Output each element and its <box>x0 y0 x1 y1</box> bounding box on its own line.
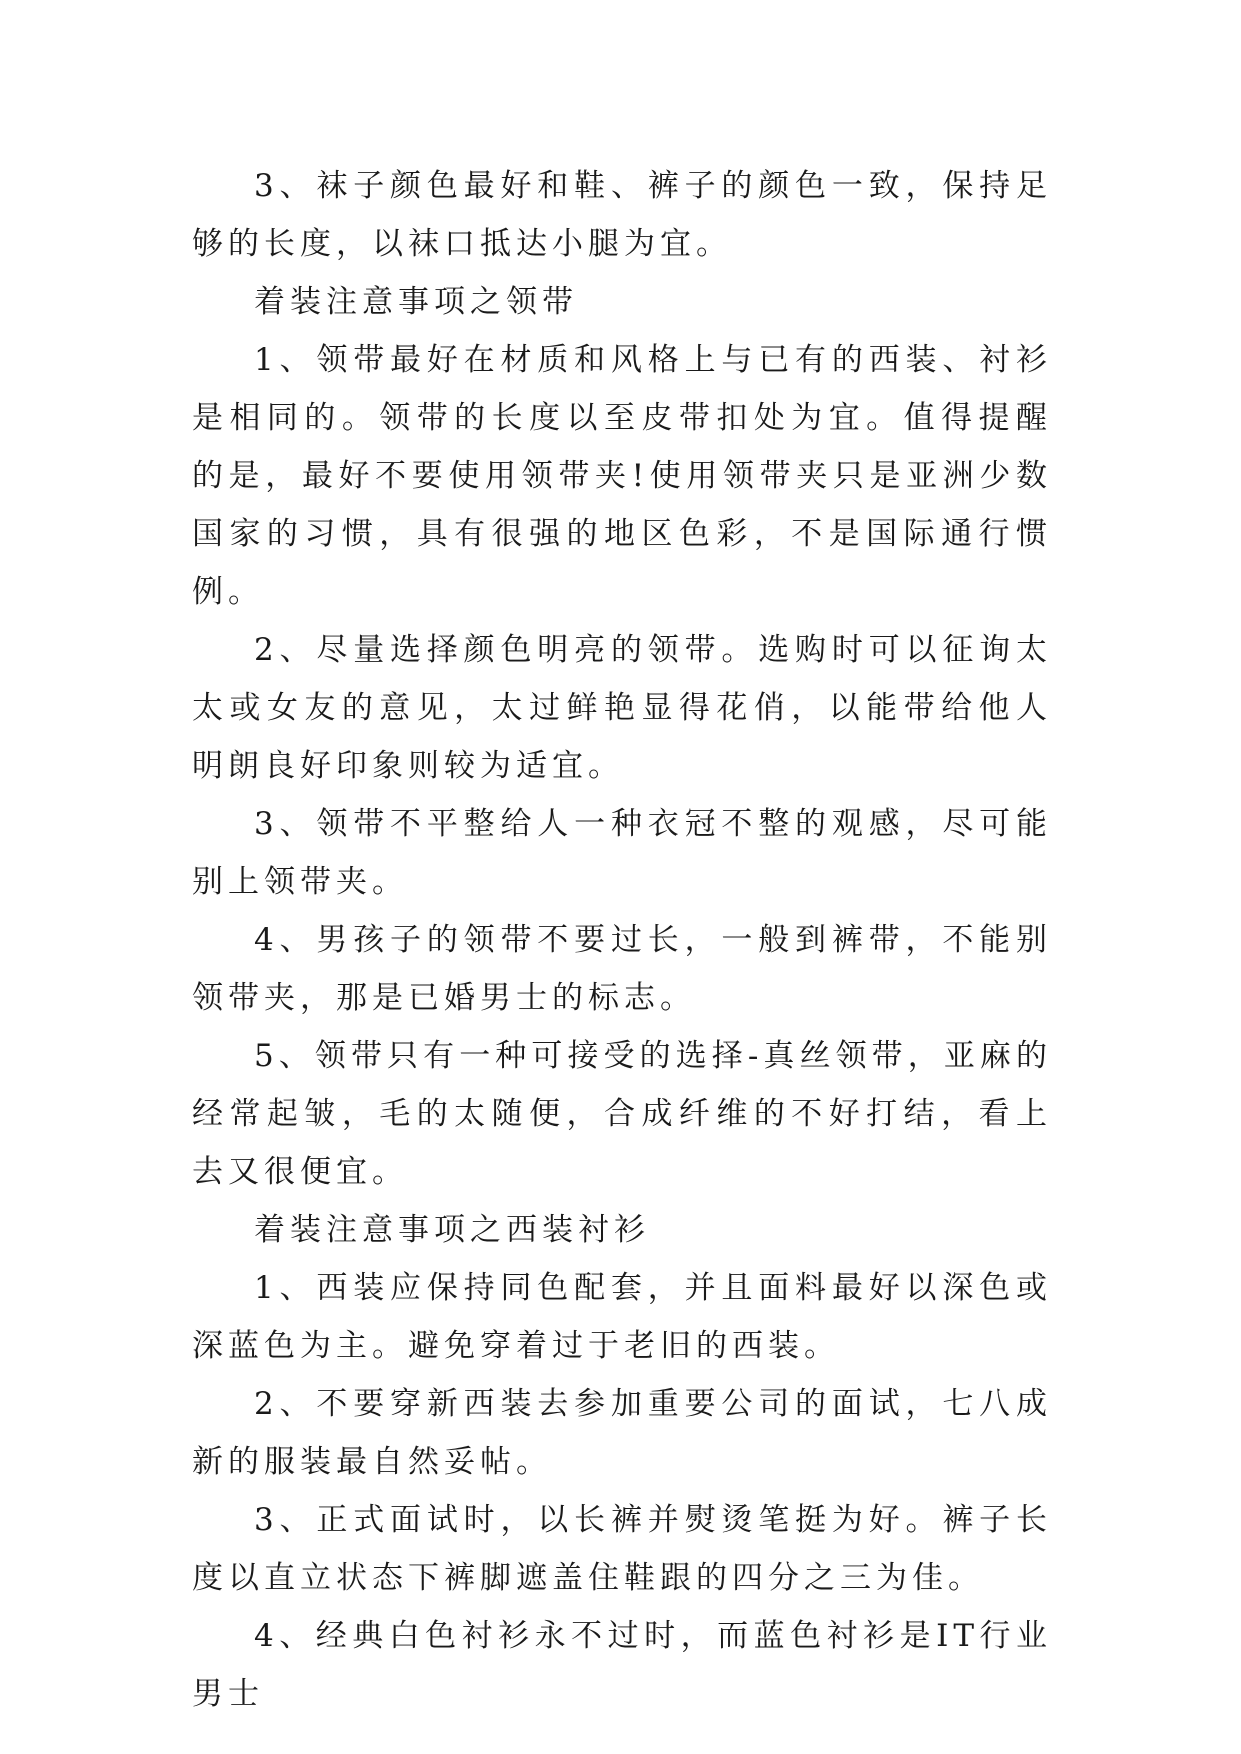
paragraph-socks-3: 3、袜子颜色最好和鞋、裤子的颜色一致，保持足够的长度，以袜口抵达小腿为宜。 <box>192 168 1052 262</box>
section-heading-suit-shirt: 着装注意事项之西装衬衫 <box>254 1212 650 1248</box>
section-heading-tie: 着装注意事项之领带 <box>254 284 578 320</box>
paragraph-suit-1: 1、西装应保持同色配套，并且面料最好以深色或深蓝色为主。避免穿着过于老旧的西装。 <box>192 1270 1052 1364</box>
paragraph-tie-5: 5、领带只有一种可接受的选择-真丝领带，亚麻的经常起皱，毛的太随便，合成纤维的不好打结，看上去又很便宜。 <box>192 1038 1052 1190</box>
paragraph-tie-1: 1、领带最好在材质和风格上与已有的西装、衬衫是相同的。领带的长度以至皮带扣处为宜。值得提醒的是，最好不要使用领带夹!使用领带夹只是亚洲少数国家的习惯，具有很强的地区色彩，不是国际通行惯例。 <box>192 342 1052 610</box>
paragraph-suit-3: 3、正式面试时，以长裤并熨烫笔挺为好。裤子长度以直立状态下裤脚遮盖住鞋跟的四分之三为佳。 <box>192 1502 1052 1596</box>
paragraph-tie-2: 2、尽量选择颜色明亮的领带。选购时可以征询太太或女友的意见，太过鲜艳显得花俏，以能带给他人明朗良好印象则较为适宜。 <box>192 632 1052 784</box>
paragraph-tie-4: 4、男孩子的领带不要过长，一般到裤带，不能别领带夹，那是已婚男士的标志。 <box>192 922 1052 1016</box>
document-body <box>192 157 1052 1723</box>
paragraph-suit-4: 4、经典白色衬衫永不过时，而蓝色衬衫是IT行业男士 <box>192 1618 1052 1712</box>
paragraph-suit-2: 2、不要穿新西装去参加重要公司的面试，七八成新的服装最自然妥帖。 <box>192 1386 1052 1480</box>
paragraph-tie-3: 3、领带不平整给人一种衣冠不整的观感，尽可能别上领带夹。 <box>192 806 1052 900</box>
